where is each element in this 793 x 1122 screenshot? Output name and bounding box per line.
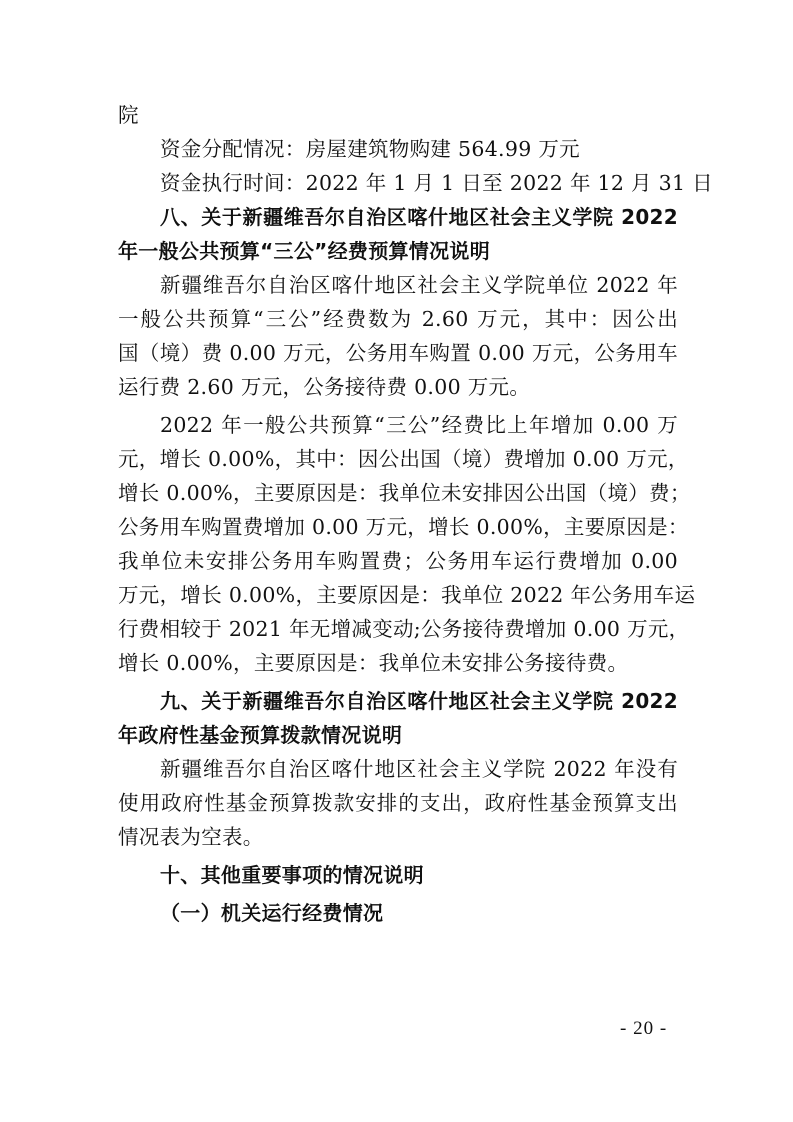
paragraph-three-public-budget xyxy=(118,268,678,404)
section-heading-9 xyxy=(118,684,678,752)
heading-line: 十、其他重要事项的情况说明 xyxy=(160,863,424,887)
heading-line: 八、关于新疆维吾尔自治区喀什地区社会主义学院 2022 xyxy=(160,205,678,229)
text-line: 情况表为空表。 xyxy=(118,825,264,849)
text-line: 万元，增长 0.00%，主要原因是：我单位 2022 年公务用车运 xyxy=(118,583,696,607)
paragraph-continued xyxy=(118,98,678,132)
text-line: 我单位未安排公务用车购置费；公务用车运行费增加 0.00 xyxy=(118,549,678,573)
text-line: 资金分配情况：房屋建筑物购建 564.99 万元 xyxy=(160,137,580,161)
text-line: 院 xyxy=(118,103,139,127)
heading-line: （一）机关运行经费情况 xyxy=(160,901,384,925)
text-line: 使用政府性基金预算拨款安排的支出，政府性基金预算支出 xyxy=(118,791,678,815)
text-line: 国（境）费 0.00 万元，公务用车购置 0.00 万元，公务用车 xyxy=(118,341,678,365)
subsection-heading-10-1 xyxy=(118,896,678,930)
text-line: 新疆维吾尔自治区喀什地区社会主义学院单位 2022 年 xyxy=(160,273,678,297)
paragraph-fund-allocation xyxy=(118,132,678,166)
heading-line: 九、关于新疆维吾尔自治区喀什地区社会主义学院 2022 xyxy=(160,689,678,713)
heading-line: 年政府性基金预算拨款情况说明 xyxy=(118,723,403,747)
text-line: 运行费 2.60 万元，公务接待费 0.00 万元。 xyxy=(118,375,531,399)
text-line: 增长 0.00%，主要原因是：我单位未安排公务接待费。 xyxy=(118,651,629,675)
text-line: 公务用车购置费增加 0.00 万元，增长 0.00%，主要原因是： xyxy=(118,515,689,539)
text-line: 增长 0.00%，主要原因是：我单位未安排因公出国（境）费； xyxy=(118,481,691,505)
document-page xyxy=(118,98,713,930)
text-line: 行费相较于 2021 年无增减变动;公务接待费增加 0.00 万元， xyxy=(118,617,690,641)
text-line: 元，增长 0.00%，其中：因公出国（境）费增加 0.00 万元， xyxy=(118,447,689,471)
text-line: 一般公共预算“三公”经费数为 2.60 万元，其中：因公出 xyxy=(118,307,678,331)
text-line: 新疆维吾尔自治区喀什地区社会主义学院 2022 年没有 xyxy=(160,757,678,781)
heading-line: 年一般公共预算“三公”经费预算情况说明 xyxy=(118,239,490,263)
section-heading-8 xyxy=(118,200,678,268)
section-heading-10 xyxy=(118,858,678,892)
paragraph-three-public-change xyxy=(118,408,696,680)
text-line: 2022 年一般公共预算“三公”经费比上年增加 0.00 万 xyxy=(160,413,678,437)
text-line: 资金执行时间：2022 年 1 月 1 日至 2022 年 12 月 31 日 xyxy=(160,171,713,195)
paragraph-fund-execution-time xyxy=(118,166,713,200)
paragraph-government-fund xyxy=(118,752,678,854)
page-number: - 20 - xyxy=(620,1018,668,1039)
